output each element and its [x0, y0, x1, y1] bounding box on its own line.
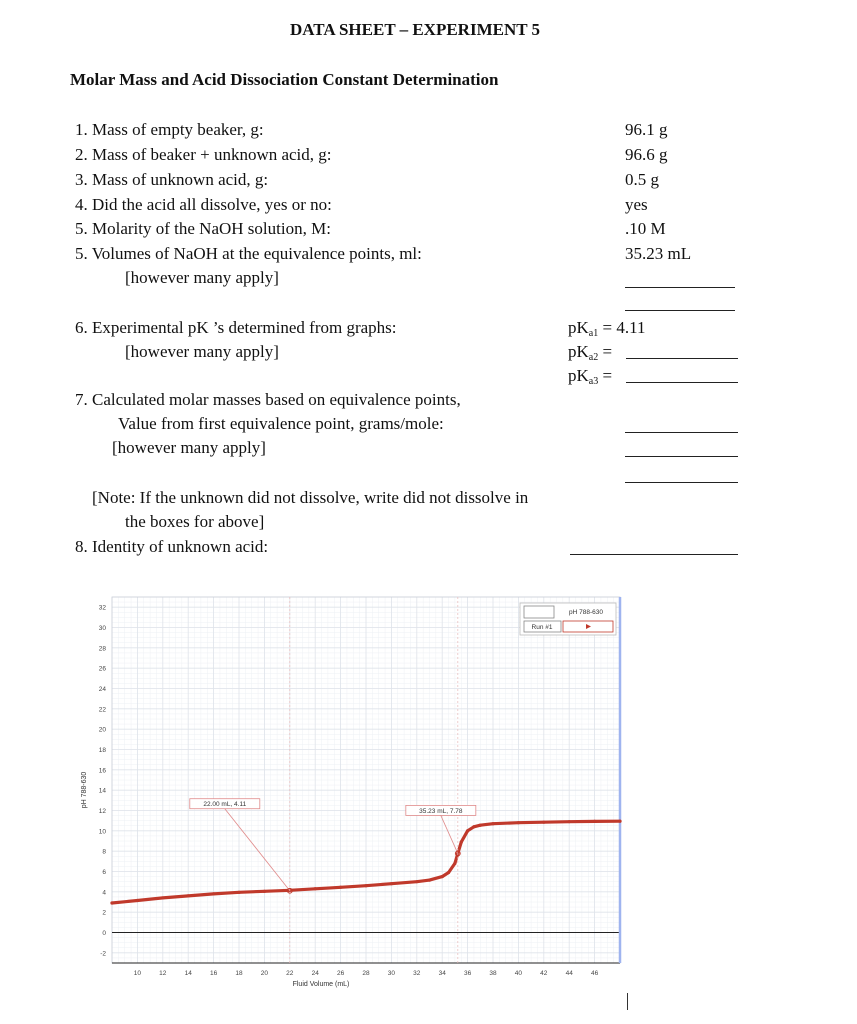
y-tick-label: 20 [98, 726, 106, 734]
y-tick-label: 22 [98, 706, 106, 714]
x-tick-label: 44 [565, 970, 573, 977]
data-point [472, 825, 475, 828]
y-tick-label: 18 [98, 747, 106, 754]
item7-note: [however many apply] [112, 438, 266, 457]
y-tick-label: 14 [98, 787, 106, 795]
x-tick-label: 14 [184, 970, 192, 977]
x-tick-label: 12 [159, 970, 167, 977]
data-point [441, 875, 444, 878]
x-tick-label: 24 [311, 970, 319, 977]
item-value-3: 0.5 g [625, 170, 659, 189]
pka3-label: $pK_{a3}$ = [568, 366, 613, 387]
x-tick-label: 32 [413, 970, 421, 977]
item-value-6: 35.23 mL [625, 244, 692, 263]
pka2-blank[interactable] [626, 358, 738, 359]
note-line-1: [Note: If the unknown did not dissolve, write did not dissolve in [92, 488, 529, 507]
item-value-1: 96.1 g [625, 120, 668, 139]
data-point [568, 820, 571, 823]
page-subtitle: Molar Mass and Acid Dissociation Constant Determination [70, 70, 499, 89]
item-value-4: yes [625, 195, 648, 214]
data-point [453, 862, 456, 865]
item7-line2: Value from first equivalence point, grams/mole: [118, 414, 444, 433]
item7-label: 7. Calculated molar masses based on equivalence points, [75, 390, 461, 409]
annotation-label: 35.23 mL, 7.78 [419, 807, 463, 815]
annotation-leader [225, 809, 290, 891]
y-tick-label: 30 [98, 625, 106, 632]
y-tick-label: 0 [102, 930, 106, 937]
data-point [390, 882, 393, 885]
data-point [428, 879, 431, 882]
item5-note: [however many apply] [125, 268, 279, 287]
y-tick-label: 8 [102, 848, 106, 856]
data-point [618, 820, 621, 823]
data-point [212, 892, 215, 895]
pka2-label: $pK_{a2}$ = [568, 342, 613, 363]
x-tick-label: 28 [362, 970, 370, 977]
data-point [339, 886, 342, 889]
text-cursor [627, 993, 628, 1010]
data-point [542, 821, 545, 824]
data-point [447, 871, 450, 874]
x-tick-label: 20 [260, 970, 269, 977]
answer-blank[interactable] [625, 287, 735, 288]
titration-chart[interactable] [78, 585, 638, 1015]
molar-mass-blank-3[interactable] [625, 482, 738, 483]
data-point [136, 899, 139, 902]
x-tick-label: 18 [235, 970, 243, 977]
y-tick-label: 2 [102, 909, 106, 917]
data-point [491, 822, 494, 825]
data-point [110, 901, 113, 904]
y-tick-label: 4 [102, 889, 106, 897]
x-axis-label: Fluid Volume (mL) [292, 981, 350, 988]
item-label-2: 2. Mass of beaker + unknown acid, g: [75, 145, 332, 164]
note-line-2: the boxes for above] [125, 512, 265, 531]
y-tick-label: 10 [98, 828, 106, 836]
x-tick-label: 42 [540, 970, 548, 977]
data-point [466, 829, 469, 832]
y-tick-label: 28 [98, 645, 106, 653]
y-tick-label: 32 [98, 604, 106, 612]
x-tick-label: 26 [336, 970, 345, 977]
pka1-label: $pK_{a1} = 4.11$ [568, 318, 646, 339]
legend-swatch [524, 606, 554, 618]
data-point [460, 840, 463, 843]
y-tick-label: 26 [98, 665, 106, 673]
x-tick-label: 40 [514, 970, 523, 977]
page-title: DATA SHEET – EXPERIMENT 5 [290, 20, 541, 39]
item-label-6: 5. Volumes of NaOH at the equivalence points, ml: [75, 244, 422, 263]
annotation-label: 22.00 mL, 4.11 [203, 801, 247, 809]
annotation-leader [441, 815, 458, 853]
pka1-value: = 4.11 [602, 318, 646, 337]
item-label-1: 1. Mass of empty beaker, g: [75, 120, 264, 139]
x-tick-label: 38 [489, 970, 497, 977]
data-point [263, 890, 266, 893]
x-tick-label: 30 [387, 970, 396, 977]
item-value-5: .10 M [625, 219, 666, 238]
item6-note: [however many apply] [125, 342, 279, 361]
item6-label: 6. Experimental pK ’s determined from graphs: [75, 318, 397, 337]
molar-mass-blank-1[interactable] [625, 432, 738, 433]
pka3-blank[interactable] [626, 382, 738, 383]
identity-blank[interactable] [570, 554, 738, 555]
answer-blank[interactable] [625, 310, 735, 311]
y-tick-label: 16 [98, 767, 106, 775]
molar-mass-blank-2[interactable] [625, 456, 738, 457]
data-point [517, 821, 520, 824]
x-tick-label: 36 [463, 970, 472, 977]
y-tick-label: -2 [100, 950, 106, 958]
item-label-4: 4. Did the acid all dissolve, yes or no: [75, 195, 332, 214]
data-point [187, 894, 190, 897]
item-label-5: 5. Molarity of the NaOH solution, M: [75, 219, 331, 238]
legend-label: pH 788-630 [569, 609, 603, 616]
x-tick-label: 34 [438, 970, 446, 977]
x-tick-label: 10 [133, 970, 142, 977]
item-value-2: 96.6 g [625, 145, 668, 164]
data-point [415, 880, 418, 883]
x-tick-label: 46 [590, 970, 599, 977]
x-tick-label: 22 [286, 970, 294, 977]
chart-svg[interactable] [78, 585, 638, 1015]
data-point [479, 824, 482, 827]
y-tick-label: 12 [98, 808, 106, 815]
x-tick-label: 16 [209, 970, 218, 977]
item-label-3: 3. Mass of unknown acid, g: [75, 170, 269, 189]
data-point [161, 896, 164, 899]
data-point [364, 884, 367, 887]
run-label: Run #1 [531, 624, 553, 631]
y-axis-label: pH 788-630 [81, 771, 88, 809]
data-point [593, 820, 596, 823]
item8-label: 8. Identity of unknown acid: [75, 537, 269, 556]
data-point [314, 887, 317, 890]
y-tick-label: 6 [102, 869, 106, 876]
y-tick-label: 24 [98, 686, 106, 693]
data-point [237, 891, 240, 894]
